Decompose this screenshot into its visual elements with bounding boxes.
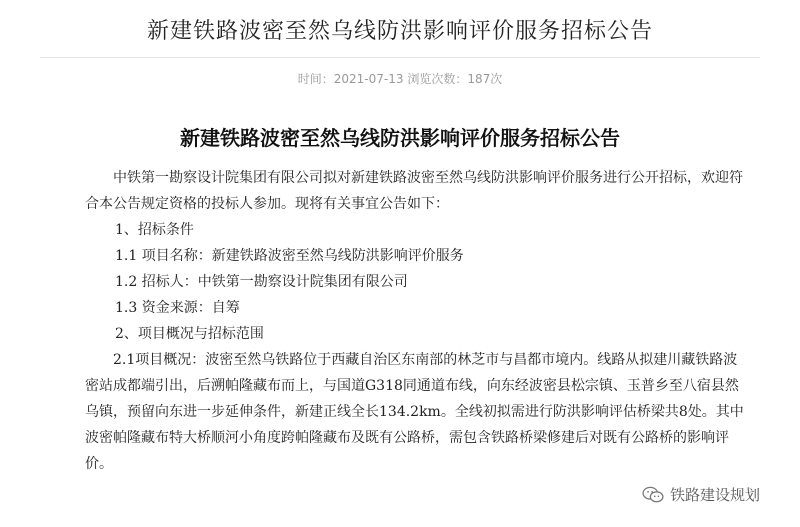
list-item: 1.1 项目名称：新建铁路波密至然乌线防洪影响评价服务 (115, 248, 464, 264)
publish-meta: 时间：2021-07-13 浏览次数：187次 (297, 72, 503, 86)
wechat-icon (642, 486, 664, 504)
intro-paragraph: 中铁第一勘察设计院集团有限公司拟对新建铁路波密至然乌线防洪影响评价服务进行公开招标，欢迎符合本公告规定资格的投标人参加。现将有关事宜公告如下： (85, 170, 743, 212)
article-title: 新建铁路波密至然乌线防洪影响评价服务招标公告 (180, 126, 620, 150)
list-item: 1.2 招标人：中铁第一勘察设计院集团有限公司 (115, 274, 408, 290)
project-overview-paragraph: 2.1项目概况：波密至然乌铁路位于西藏自治区东南部的林芝市与昌都市境内。线路从拟建川藏铁路波密站成都端引出，后溯帕隆藏布而上，与国道G318同通道布线，向东经波密县松宗镇、玉普乡至八宿县然乌镇，预留向东进一步延伸条件，新建正线全长134.2km。全线初拟需进行防洪影响评估桥梁共8处。其中波密帕隆藏布特大桥顺河小角度跨帕隆藏布及既有公路桥，需包含铁路桥梁修建后对既有公路桥的影响评价。 (85, 352, 744, 472)
header-divider (40, 57, 760, 58)
article-body (85, 165, 745, 477)
watermark (638, 482, 764, 507)
watermark-text: 铁路建设规划 (669, 486, 760, 504)
section-heading: 1、招标条件 (115, 222, 194, 238)
section-heading: 2、项目概况与招标范围 (115, 326, 264, 342)
list-item: 1.3 资金来源：自筹 (115, 300, 240, 316)
page-header-title: 新建铁路波密至然乌线防洪影响评价服务招标公告 (146, 19, 653, 44)
